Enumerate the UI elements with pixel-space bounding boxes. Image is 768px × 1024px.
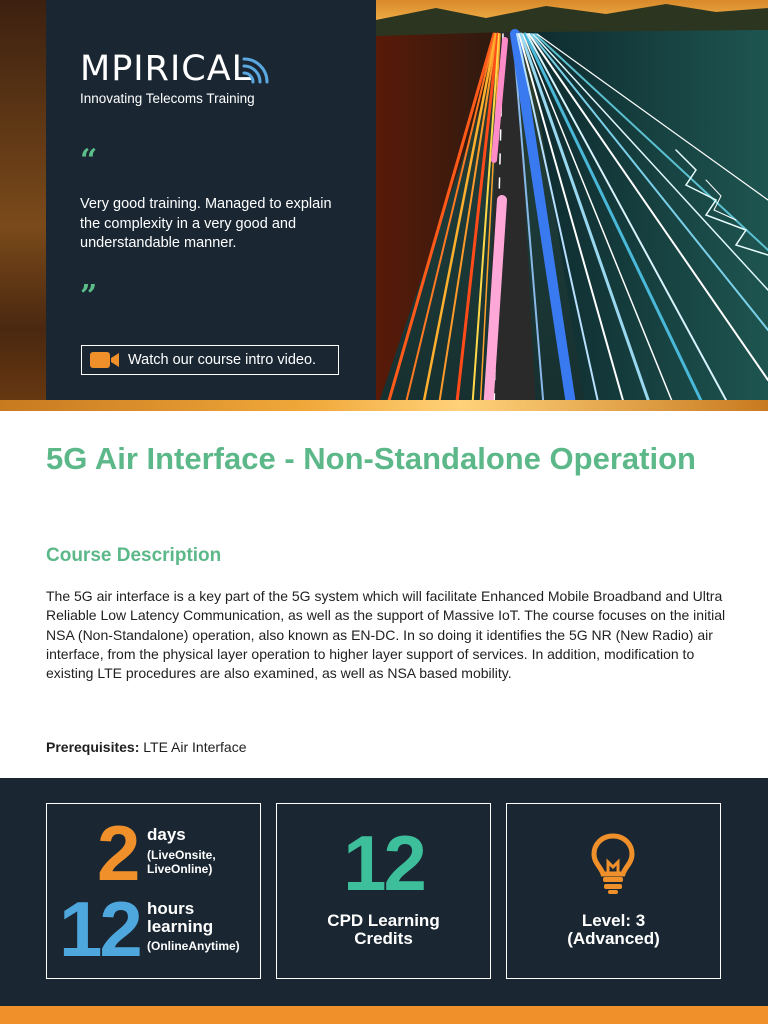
wireless-signal-icon	[240, 56, 272, 86]
level-caption	[507, 912, 720, 948]
level-caption-line: Level: 3	[581, 911, 646, 930]
course-title: 5G Air Interface - Non-Standalone Operation	[46, 441, 696, 476]
open-quote-icon: “	[80, 143, 98, 178]
course-description: The 5G air interface is a key part of the 5G system which will facilitate Enhanced Mobile Broadband and Ultra Reliable Low Latency Communication, as well as the support of Massive IoT. The course focuses on the initial NSA (Non-Standalone) operation, also known as EN-DC. In so doing it identifies the 5G NR (New Radio) air interface, from the physical layer operation to higher layer support of services. In addition, modification to existing LTE procedures are also examined, as well as NSA based mobility.	[46, 588, 726, 682]
close-quote-icon: ”	[80, 279, 98, 314]
brand-tagline: Innovating Telecoms Training	[80, 91, 255, 106]
hero-edge-photo	[0, 0, 46, 411]
days-format-line: LiveOnline)	[147, 862, 213, 876]
prerequisites	[46, 739, 247, 755]
highway-light-trails-photo	[376, 0, 768, 411]
duration-box	[46, 803, 261, 979]
testimonial-text: Very good training. Managed to explain the complexity in a very good and understandable manner.	[80, 196, 332, 251]
testimonial-panel	[46, 0, 376, 411]
cpd-caption-line: CPD Learning	[327, 911, 440, 930]
level-box	[506, 803, 721, 979]
hero-bottom-strip	[0, 400, 768, 411]
days-unit: days	[147, 825, 186, 844]
cpd-number: 12	[343, 819, 424, 907]
video-camera-icon	[90, 350, 120, 370]
hours-format: (OnlineAnytime)	[147, 939, 240, 953]
days-formats	[147, 848, 216, 876]
brand-logo-text: MPIRICAL	[80, 49, 253, 89]
prerequisites-label: Prerequisites:	[46, 739, 140, 755]
watch-video-button[interactable]	[81, 345, 339, 375]
hours-unit	[147, 900, 213, 936]
lightbulb-icon	[589, 832, 637, 896]
days-format-line: (LiveOnsite,	[147, 848, 216, 862]
prerequisites-value: LTE Air Interface	[143, 739, 247, 755]
hours-unit-line: learning	[147, 917, 214, 936]
hero-banner	[0, 0, 768, 411]
course-description-heading: Course Description	[46, 545, 222, 566]
cpd-credits-box	[276, 803, 491, 979]
hours-unit-line: hours	[147, 899, 195, 918]
cpd-caption-line: Credits	[354, 929, 413, 948]
hours-number: 12	[59, 885, 140, 973]
course-stats-band	[0, 778, 768, 1006]
days-number: 2	[97, 809, 138, 897]
footer-orange-bar	[0, 1006, 768, 1024]
level-caption-line: (Advanced)	[567, 929, 660, 948]
cpd-caption	[277, 912, 490, 948]
watch-video-label: Watch our course intro video.	[128, 352, 317, 368]
